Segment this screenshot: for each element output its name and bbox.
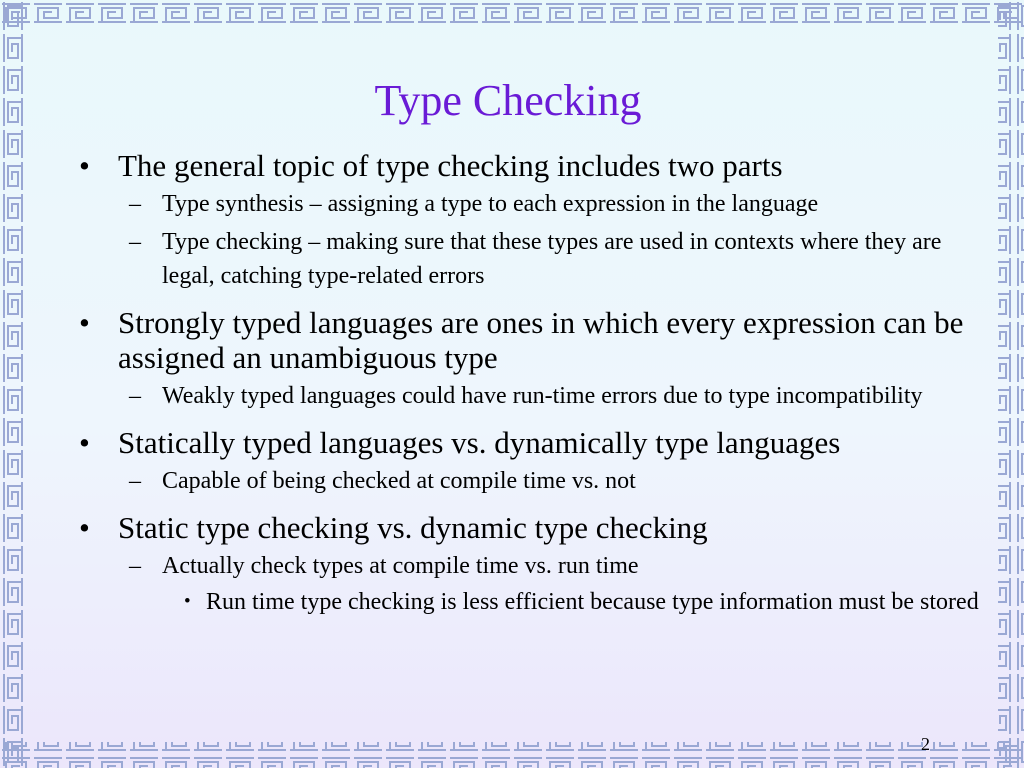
bullet-marker: • (79, 305, 90, 340)
bullet-text: Strongly typed languages are ones in which every expression can be assigned an unambiguous type (118, 305, 964, 375)
sub-bullet-text: Actually check types at compile time vs. run time (162, 553, 639, 579)
sub-bullet-text: Type synthesis – assigning a type to each expression in the language (162, 191, 819, 217)
bullet-4 (72, 510, 997, 545)
bullet-marker: • (79, 425, 90, 460)
sub-sub-bullet-text: Run time type checking is less efficient because type information must be stored (206, 589, 979, 615)
sub-bullet-text: Type checking – making sure that these types are used in contexts where they are legal, catching type-related errors (162, 229, 942, 289)
page-number: 2 (921, 734, 930, 754)
border-bottom (0, 742, 1024, 768)
bullet-3 (72, 425, 997, 460)
border-top (0, 0, 1024, 26)
dash-marker: – (129, 383, 141, 409)
bullet-list (72, 148, 997, 619)
sub-bullet-4-1 (72, 549, 997, 583)
sub-bullet-2-1 (72, 379, 997, 413)
sub-bullet-text: Capable of being checked at compile time vs. not (162, 468, 636, 494)
dash-marker: – (129, 468, 141, 494)
bullet-marker: • (79, 148, 90, 183)
bullet-2 (72, 305, 997, 375)
bullet-1 (72, 148, 997, 183)
dash-marker: – (129, 229, 141, 255)
sub-bullet-3-1 (72, 464, 997, 498)
bullet-text: Statically typed languages vs. dynamically type languages (118, 425, 841, 460)
bullet-text: Static type checking vs. dynamic type checking (118, 510, 708, 545)
bullet-marker: • (184, 591, 191, 612)
bullet-marker: • (79, 510, 90, 545)
bullet-text: The general topic of type checking includes two parts (118, 148, 783, 183)
slide-title: Type Checking (374, 76, 642, 125)
sub-bullet-1-1 (72, 187, 997, 221)
dash-marker: – (129, 191, 141, 217)
sub-bullet-text: Weakly typed languages could have run-time errors due to type incompatibility (162, 383, 923, 409)
dash-marker: – (129, 553, 141, 579)
sub-bullet-1-2 (72, 225, 997, 293)
sub-sub-bullet-4-1-1 (72, 585, 997, 619)
